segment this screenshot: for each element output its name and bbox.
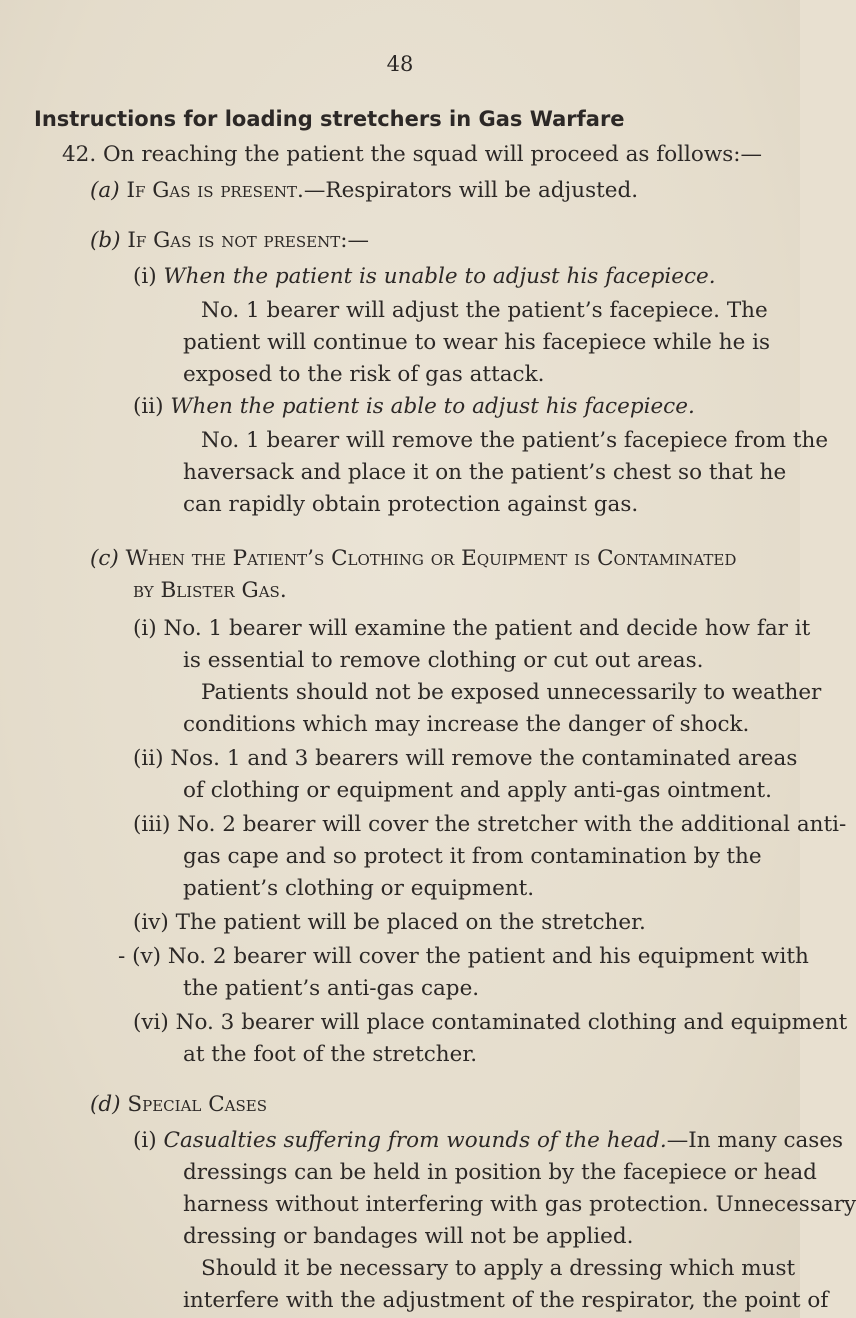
item-b-i-line: exposed to the risk of gas attack. [183, 362, 545, 387]
item-b-i [133, 264, 716, 290]
item-c-iii-line: (iii) No. 2 bearer will cover the stretcher with the additional anti- [133, 812, 847, 837]
page-number: 48 [386, 52, 414, 76]
item-d-i-text: —In many cases [666, 1128, 844, 1153]
item-b-marker: (b) [90, 228, 121, 253]
item-c-vi-line: (vi) No. 3 bearer will place contaminated clothing and equipment [133, 1010, 848, 1035]
item-d-i-line: harness without interfering with gas protection. Unnecessary [183, 1192, 856, 1217]
item-c-heading: When the Patient’s Clothing or Equipment is Contaminated [125, 546, 737, 571]
item-a [90, 178, 638, 204]
item-b-ii-line: No. 1 bearer will remove the patient’s facepiece from the [201, 428, 829, 453]
item-c-i-line: (i) No. 1 bearer will examine the patient and decide how far it [133, 616, 811, 641]
item-c-v-line: - (v) No. 2 bearer will cover the patient and his equipment with [118, 944, 809, 969]
paragraph-42-line: 42. On reaching the patient the squad will proceed as follows:— [62, 142, 763, 167]
item-c-i-line: conditions which may increase the danger of shock. [183, 712, 750, 737]
item-d-heading: Special Cases [127, 1092, 267, 1117]
item-c [90, 546, 736, 572]
item-b-i-line: No. 1 bearer will adjust the patient’s facepiece. The [201, 298, 768, 323]
item-d-i-line: dressings can be held in position by the facepiece or head [183, 1160, 817, 1185]
item-d-i-line: Should it be necessary to apply a dressing which must [201, 1256, 796, 1281]
item-b-ii-heading: When the patient is able to adjust his facepiece. [170, 394, 695, 419]
item-b-heading: If Gas is not present:— [127, 228, 369, 253]
item-c-ii-line: of clothing or equipment and apply anti-gas ointment. [183, 778, 772, 803]
item-d-i-line: dressing or bandages will not be applied. [183, 1224, 634, 1249]
item-b-ii-line: can rapidly obtain protection against gas. [183, 492, 639, 517]
item-c-marker: (c) [90, 546, 119, 571]
item-c-vi-line: at the foot of the stretcher. [183, 1042, 478, 1067]
item-b-i-heading: When the patient is unable to adjust his facepiece. [163, 264, 716, 289]
item-c-v-line: the patient’s anti-gas cape. [183, 976, 480, 1001]
item-b-ii [133, 394, 695, 420]
section-title: Instructions for loading stretchers in Gas Warfare [34, 107, 625, 131]
item-c-i-line: is essential to remove clothing or cut out areas. [183, 648, 704, 673]
item-b-i-line: patient will continue to wear his facepiece while he is [183, 330, 771, 355]
item-a-marker: (a) [90, 178, 120, 203]
item-a-heading: If Gas is present. [126, 178, 304, 203]
item-b-ii-line: haversack and place it on the patient’s chest so that he [183, 460, 787, 485]
item-d-marker: (d) [90, 1092, 121, 1117]
item-c-iii-line: gas cape and so protect it from contamination by the [183, 844, 762, 869]
item-c-iv-line: (iv) The patient will be placed on the stretcher. [133, 910, 646, 935]
item-d-i-line: interfere with the adjustment of the respirator, the point of [183, 1288, 829, 1313]
item-c-ii-line: (ii) Nos. 1 and 3 bearers will remove the contaminated areas [133, 746, 798, 771]
item-a-text: —Respirators will be adjusted. [303, 178, 639, 203]
item-d-i-heading: Casualties suffering from wounds of the head. [163, 1128, 667, 1153]
item-b-ii-marker: (ii) [133, 394, 164, 419]
item-b-i-marker: (i) [133, 264, 157, 289]
item-b [90, 228, 369, 254]
item-c-i-line: Patients should not be exposed unnecessarily to weather [201, 680, 822, 705]
item-c-heading-cont: by Blister Gas. [133, 578, 287, 603]
item-d-i [133, 1128, 843, 1154]
item-c-iii-line: patient’s clothing or equipment. [183, 876, 535, 901]
item-d-i-marker: (i) [133, 1128, 157, 1153]
item-d [90, 1092, 267, 1118]
